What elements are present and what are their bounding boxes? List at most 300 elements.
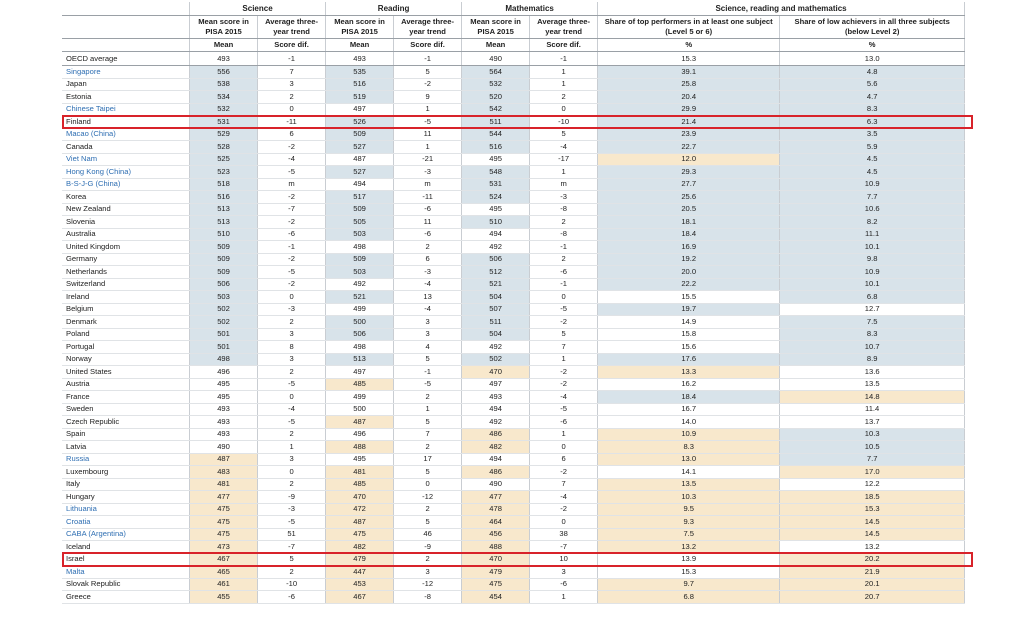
cell-science-trend: 0 <box>258 291 326 304</box>
table-row <box>62 366 965 379</box>
cell-math-trend: -2 <box>530 378 598 391</box>
cell-low-achievers: 10.1 <box>780 241 965 254</box>
cell-math-mean: 492 <box>462 341 530 354</box>
cell-science-mean: 534 <box>190 91 258 104</box>
subheader-row <box>62 16 965 39</box>
cell-low-achievers: 8.9 <box>780 353 965 366</box>
row-country-name: New Zealand <box>62 203 190 216</box>
cell-science-trend: 3 <box>258 453 326 466</box>
cell-reading-trend: -6 <box>394 228 462 241</box>
cell-reading-trend: -6 <box>394 203 462 216</box>
cell-science-mean: 518 <box>190 178 258 191</box>
cell-science-mean: 531 <box>190 116 258 129</box>
cell-top-performers: 23.9 <box>598 128 780 141</box>
cell-low-achievers: 13.2 <box>780 541 965 554</box>
cell-math-trend: 5 <box>530 328 598 341</box>
cell-science-mean: 502 <box>190 316 258 329</box>
cell-science-mean: 475 <box>190 528 258 541</box>
cell-math-mean: 504 <box>462 291 530 304</box>
cell-low-achievers: 13.5 <box>780 378 965 391</box>
cell-science-mean: 509 <box>190 241 258 254</box>
row-country-name: Iceland <box>62 541 190 554</box>
cell-math-mean: 511 <box>462 316 530 329</box>
cell-science-mean: 467 <box>190 553 258 566</box>
row-country-name[interactable]: Russia <box>62 453 190 466</box>
cell-math-mean: 494 <box>462 453 530 466</box>
cell-low-achievers: 8.3 <box>780 103 965 116</box>
row-country-name: Estonia <box>62 91 190 104</box>
cell-math-trend: -17 <box>530 153 598 166</box>
cell-low-achievers: 3.5 <box>780 128 965 141</box>
row-country-name[interactable]: Croatia <box>62 516 190 529</box>
cell-low-achievers: 4.5 <box>780 166 965 179</box>
cell-low-achievers: 13.6 <box>780 366 965 379</box>
table-row <box>62 278 965 291</box>
cell-math-mean: 470 <box>462 366 530 379</box>
cell-science-mean: 493 <box>190 416 258 429</box>
cell-science-mean: 475 <box>190 503 258 516</box>
row-country-name: Norway <box>62 353 190 366</box>
cell-science-trend: -7 <box>258 541 326 554</box>
corner-cell <box>62 16 190 39</box>
table-row <box>62 191 965 204</box>
cell-reading-mean: 482 <box>326 541 394 554</box>
cell-low-achievers: 5.9 <box>780 141 965 154</box>
cell-reading-mean: 494 <box>326 178 394 191</box>
cell-reading-trend: 1 <box>394 141 462 154</box>
cell-math-mean: 548 <box>462 166 530 179</box>
cell-low-achievers: 12.2 <box>780 478 965 491</box>
cell-reading-mean: 517 <box>326 191 394 204</box>
cell-top-performers: 13.9 <box>598 553 780 566</box>
subheader-math-trend: Average three-year trend <box>530 16 598 39</box>
cell-reading-mean: 503 <box>326 266 394 279</box>
corner-cell <box>62 39 190 52</box>
cell-reading-mean: 506 <box>326 328 394 341</box>
cell-math-trend: 0 <box>530 103 598 116</box>
cell-top-performers: 16.2 <box>598 378 780 391</box>
cell-science-mean: 455 <box>190 591 258 604</box>
table-row <box>62 91 965 104</box>
cell-reading-trend: 9 <box>394 91 462 104</box>
cell-reading-mean: 485 <box>326 478 394 491</box>
cell-reading-trend: 3 <box>394 566 462 579</box>
table-row <box>62 291 965 304</box>
cell-math-trend: -5 <box>530 303 598 316</box>
cell-math-trend: -6 <box>530 266 598 279</box>
cell-reading-mean: 479 <box>326 553 394 566</box>
cell-top-performers: 13.0 <box>598 453 780 466</box>
cell-science-mean: 532 <box>190 103 258 116</box>
cell-reading-mean: 487 <box>326 153 394 166</box>
row-country-name: United States <box>62 366 190 379</box>
cell-science-trend: -2 <box>258 216 326 229</box>
group-reading: Reading <box>326 2 462 16</box>
row-country-name: Israel <box>62 553 190 566</box>
cell-reading-mean: 467 <box>326 591 394 604</box>
cell-math-mean: 454 <box>462 591 530 604</box>
cell-math-trend: -2 <box>530 366 598 379</box>
cell-top-performers: 19.7 <box>598 303 780 316</box>
cell-reading-mean: 481 <box>326 466 394 479</box>
cell-top-performers: 18.4 <box>598 228 780 241</box>
cell-low-achievers: 10.3 <box>780 428 965 441</box>
cell-science-mean: 477 <box>190 491 258 504</box>
row-country-name: Switzerland <box>62 278 190 291</box>
table-row <box>62 66 965 79</box>
table-row <box>62 491 965 504</box>
table-row <box>62 266 965 279</box>
row-country-name: Slovak Republic <box>62 578 190 591</box>
cell-science-mean: 513 <box>190 203 258 216</box>
cell-science-trend: -11 <box>258 116 326 129</box>
cell-science-trend: 2 <box>258 566 326 579</box>
cell-math-mean: 492 <box>462 241 530 254</box>
subheader-science-mean: Mean score in PISA 2015 <box>190 16 258 39</box>
cell-science-mean: 461 <box>190 578 258 591</box>
cell-math-trend: -6 <box>530 578 598 591</box>
cell-reading-trend: 3 <box>394 316 462 329</box>
cell-math-trend: -4 <box>530 491 598 504</box>
cell-reading-trend: -11 <box>394 191 462 204</box>
cell-reading-trend: 5 <box>394 516 462 529</box>
cell-math-trend: 1 <box>530 428 598 441</box>
cell-top-performers: 39.1 <box>598 66 780 79</box>
cell-reading-trend: -12 <box>394 491 462 504</box>
cell-reading-mean: 519 <box>326 91 394 104</box>
cell-top-performers: 15.3 <box>598 566 780 579</box>
cell-math-trend: -8 <box>530 203 598 216</box>
oecd-reading-trend: -1 <box>394 52 462 66</box>
cell-science-trend: 2 <box>258 428 326 441</box>
cell-low-achievers: 20.2 <box>780 553 965 566</box>
cell-reading-mean: 496 <box>326 428 394 441</box>
oecd-low-achievers: 13.0 <box>780 52 965 66</box>
cell-math-trend: 1 <box>530 66 598 79</box>
cell-low-achievers: 10.1 <box>780 278 965 291</box>
unit-reading-trend: Score dif. <box>394 39 462 52</box>
units-row <box>62 39 965 52</box>
cell-math-trend: -4 <box>530 391 598 404</box>
pisa-results-table <box>62 2 965 604</box>
cell-math-mean: 544 <box>462 128 530 141</box>
oecd-science-trend: -1 <box>258 52 326 66</box>
cell-math-mean: 511 <box>462 116 530 129</box>
cell-science-trend: 0 <box>258 103 326 116</box>
cell-math-mean: 532 <box>462 78 530 91</box>
cell-science-mean: 556 <box>190 66 258 79</box>
row-country-name: Japan <box>62 78 190 91</box>
cell-reading-trend: 4 <box>394 341 462 354</box>
cell-math-mean: 504 <box>462 328 530 341</box>
cell-reading-trend: 5 <box>394 66 462 79</box>
cell-low-achievers: 4.5 <box>780 153 965 166</box>
subheader-science-trend: Average three-year trend <box>258 16 326 39</box>
oecd-science-mean: 493 <box>190 52 258 66</box>
cell-math-mean: 507 <box>462 303 530 316</box>
table-row <box>62 441 965 454</box>
row-country-name: Hungary <box>62 491 190 504</box>
cell-math-mean: 488 <box>462 541 530 554</box>
table-row <box>62 166 965 179</box>
group-header-row <box>62 2 965 16</box>
cell-math-trend: 2 <box>530 91 598 104</box>
cell-science-trend: -5 <box>258 516 326 529</box>
cell-top-performers: 9.3 <box>598 516 780 529</box>
row-country-name: Portugal <box>62 341 190 354</box>
row-country-name[interactable]: Lithuania <box>62 503 190 516</box>
row-country-name: Canada <box>62 141 190 154</box>
table-row <box>62 528 965 541</box>
cell-low-achievers: 11.4 <box>780 403 965 416</box>
cell-science-trend: -9 <box>258 491 326 504</box>
row-country-name[interactable]: Macao (China) <box>62 128 190 141</box>
cell-science-trend: -3 <box>258 303 326 316</box>
table-row <box>62 391 965 404</box>
row-country-name: Slovenia <box>62 216 190 229</box>
cell-science-mean: 496 <box>190 366 258 379</box>
group-science: Science <box>190 2 326 16</box>
cell-top-performers: 13.3 <box>598 366 780 379</box>
row-country-name: Sweden <box>62 403 190 416</box>
cell-math-trend: -5 <box>530 403 598 416</box>
row-country-name[interactable]: Viet Nam <box>62 153 190 166</box>
table-row <box>62 566 965 579</box>
row-country-name[interactable]: Malta <box>62 566 190 579</box>
cell-reading-trend: 3 <box>394 328 462 341</box>
cell-science-mean: 493 <box>190 403 258 416</box>
cell-math-mean: 521 <box>462 278 530 291</box>
cell-science-mean: 475 <box>190 516 258 529</box>
cell-science-trend: 1 <box>258 441 326 454</box>
cell-science-trend: -2 <box>258 278 326 291</box>
cell-science-trend: 0 <box>258 391 326 404</box>
cell-reading-mean: 509 <box>326 253 394 266</box>
cell-science-mean: 495 <box>190 391 258 404</box>
cell-science-trend: 8 <box>258 341 326 354</box>
cell-reading-mean: 487 <box>326 416 394 429</box>
row-country-name: Poland <box>62 328 190 341</box>
cell-reading-mean: 495 <box>326 453 394 466</box>
row-country-name: Italy <box>62 478 190 491</box>
cell-reading-trend: 1 <box>394 403 462 416</box>
cell-low-achievers: 14.5 <box>780 516 965 529</box>
cell-science-mean: 501 <box>190 341 258 354</box>
table-row <box>62 541 965 554</box>
row-country-name[interactable]: CABA (Argentina) <box>62 528 190 541</box>
table-row <box>62 241 965 254</box>
row-country-name[interactable]: Hong Kong (China) <box>62 166 190 179</box>
cell-reading-trend: 11 <box>394 128 462 141</box>
cell-reading-trend: 5 <box>394 353 462 366</box>
cell-reading-trend: -12 <box>394 578 462 591</box>
cell-science-mean: 525 <box>190 153 258 166</box>
cell-reading-mean: 487 <box>326 516 394 529</box>
cell-reading-mean: 509 <box>326 128 394 141</box>
cell-reading-trend: 2 <box>394 391 462 404</box>
row-country-name[interactable]: Chinese Taipei <box>62 103 190 116</box>
cell-low-achievers: 10.9 <box>780 178 965 191</box>
cell-science-mean: 481 <box>190 478 258 491</box>
cell-top-performers: 13.2 <box>598 541 780 554</box>
cell-reading-trend: 46 <box>394 528 462 541</box>
cell-math-trend: 5 <box>530 128 598 141</box>
cell-reading-trend: 2 <box>394 241 462 254</box>
cell-reading-mean: 535 <box>326 66 394 79</box>
oecd-math-trend: -1 <box>530 52 598 66</box>
cell-low-achievers: 9.8 <box>780 253 965 266</box>
cell-low-achievers: 18.5 <box>780 491 965 504</box>
table-body <box>62 52 965 604</box>
cell-low-achievers: 14.5 <box>780 528 965 541</box>
cell-reading-mean: 500 <box>326 316 394 329</box>
cell-top-performers: 16.7 <box>598 403 780 416</box>
cell-science-mean: 513 <box>190 216 258 229</box>
table-row <box>62 116 965 129</box>
table-row <box>62 428 965 441</box>
cell-low-achievers: 20.1 <box>780 578 965 591</box>
table-row <box>62 578 965 591</box>
cell-low-achievers: 17.0 <box>780 466 965 479</box>
cell-science-trend: 7 <box>258 66 326 79</box>
row-country-name: Greece <box>62 591 190 604</box>
cell-math-trend: -2 <box>530 466 598 479</box>
table-row <box>62 466 965 479</box>
cell-science-mean: 501 <box>190 328 258 341</box>
cell-top-performers: 29.9 <box>598 103 780 116</box>
cell-math-mean: 464 <box>462 516 530 529</box>
cell-low-achievers: 8.3 <box>780 328 965 341</box>
cell-science-trend: -2 <box>258 253 326 266</box>
table-row <box>62 78 965 91</box>
cell-math-mean: 495 <box>462 153 530 166</box>
cell-top-performers: 22.2 <box>598 278 780 291</box>
table-row <box>62 316 965 329</box>
cell-top-performers: 14.1 <box>598 466 780 479</box>
cell-top-performers: 12.0 <box>598 153 780 166</box>
cell-top-performers: 9.7 <box>598 578 780 591</box>
cell-math-trend: m <box>530 178 598 191</box>
cell-reading-mean: 503 <box>326 228 394 241</box>
cell-top-performers: 9.5 <box>598 503 780 516</box>
row-country-name[interactable]: B-S-J-G (China) <box>62 178 190 191</box>
subheader-reading-trend: Average three-year trend <box>394 16 462 39</box>
row-country-name[interactable]: Singapore <box>62 66 190 79</box>
cell-top-performers: 14.0 <box>598 416 780 429</box>
table-row <box>62 328 965 341</box>
table-row <box>62 203 965 216</box>
cell-math-trend: -8 <box>530 228 598 241</box>
cell-science-mean: 465 <box>190 566 258 579</box>
cell-math-trend: -2 <box>530 316 598 329</box>
cell-top-performers: 18.1 <box>598 216 780 229</box>
oecd-average-row <box>62 52 965 66</box>
cell-low-achievers: 21.9 <box>780 566 965 579</box>
cell-top-performers: 25.8 <box>598 78 780 91</box>
cell-math-mean: 470 <box>462 553 530 566</box>
cell-reading-trend: -4 <box>394 278 462 291</box>
cell-science-trend: -4 <box>258 153 326 166</box>
cell-low-achievers: 5.6 <box>780 78 965 91</box>
cell-reading-trend: 2 <box>394 553 462 566</box>
cell-top-performers: 22.7 <box>598 141 780 154</box>
group-mathematics: Mathematics <box>462 2 598 16</box>
cell-science-mean: 503 <box>190 291 258 304</box>
cell-math-trend: -4 <box>530 141 598 154</box>
cell-reading-mean: 521 <box>326 291 394 304</box>
cell-science-mean: 509 <box>190 266 258 279</box>
cell-math-mean: 486 <box>462 428 530 441</box>
table-row <box>62 591 965 604</box>
cell-math-mean: 512 <box>462 266 530 279</box>
unit-low-achievers: % <box>780 39 965 52</box>
cell-science-trend: 3 <box>258 328 326 341</box>
cell-reading-mean: 527 <box>326 166 394 179</box>
cell-science-trend: -10 <box>258 578 326 591</box>
cell-reading-mean: 497 <box>326 366 394 379</box>
cell-math-trend: 38 <box>530 528 598 541</box>
cell-math-mean: 490 <box>462 478 530 491</box>
cell-science-mean: 510 <box>190 228 258 241</box>
cell-reading-mean: 527 <box>326 141 394 154</box>
cell-math-trend: 1 <box>530 166 598 179</box>
cell-math-mean: 506 <box>462 253 530 266</box>
cell-math-trend: 2 <box>530 216 598 229</box>
row-country-name: Denmark <box>62 316 190 329</box>
table-row <box>62 453 965 466</box>
cell-reading-mean: 485 <box>326 378 394 391</box>
cell-science-mean: 509 <box>190 253 258 266</box>
row-country-name: Germany <box>62 253 190 266</box>
cell-math-trend: 0 <box>530 291 598 304</box>
cell-reading-mean: 505 <box>326 216 394 229</box>
cell-top-performers: 14.9 <box>598 316 780 329</box>
cell-science-trend: 3 <box>258 353 326 366</box>
cell-reading-mean: 513 <box>326 353 394 366</box>
cell-low-achievers: 7.5 <box>780 316 965 329</box>
cell-science-mean: 493 <box>190 428 258 441</box>
row-country-name: Ireland <box>62 291 190 304</box>
cell-math-mean: 493 <box>462 391 530 404</box>
table-row <box>62 353 965 366</box>
subheader-top-performers: Share of top performers in at least one subject (Level 5 or 6) <box>598 16 780 39</box>
cell-top-performers: 16.9 <box>598 241 780 254</box>
cell-math-mean: 492 <box>462 416 530 429</box>
cell-reading-trend: -8 <box>394 591 462 604</box>
cell-math-mean: 564 <box>462 66 530 79</box>
table-row <box>62 378 965 391</box>
cell-math-mean: 494 <box>462 228 530 241</box>
unit-top-performers: % <box>598 39 780 52</box>
table-row <box>62 403 965 416</box>
cell-science-trend: 2 <box>258 316 326 329</box>
cell-science-trend: -3 <box>258 503 326 516</box>
cell-math-mean: 494 <box>462 403 530 416</box>
cell-math-trend: 7 <box>530 478 598 491</box>
oecd-top-performers: 15.3 <box>598 52 780 66</box>
cell-math-trend: -10 <box>530 116 598 129</box>
table-row <box>62 128 965 141</box>
cell-science-mean: 506 <box>190 278 258 291</box>
cell-reading-trend: 2 <box>394 441 462 454</box>
cell-low-achievers: 4.7 <box>780 91 965 104</box>
cell-low-achievers: 20.7 <box>780 591 965 604</box>
cell-reading-trend: -3 <box>394 166 462 179</box>
row-country-name: Australia <box>62 228 190 241</box>
cell-low-achievers: 10.6 <box>780 203 965 216</box>
cell-math-mean: 478 <box>462 503 530 516</box>
row-country-name: Belgium <box>62 303 190 316</box>
